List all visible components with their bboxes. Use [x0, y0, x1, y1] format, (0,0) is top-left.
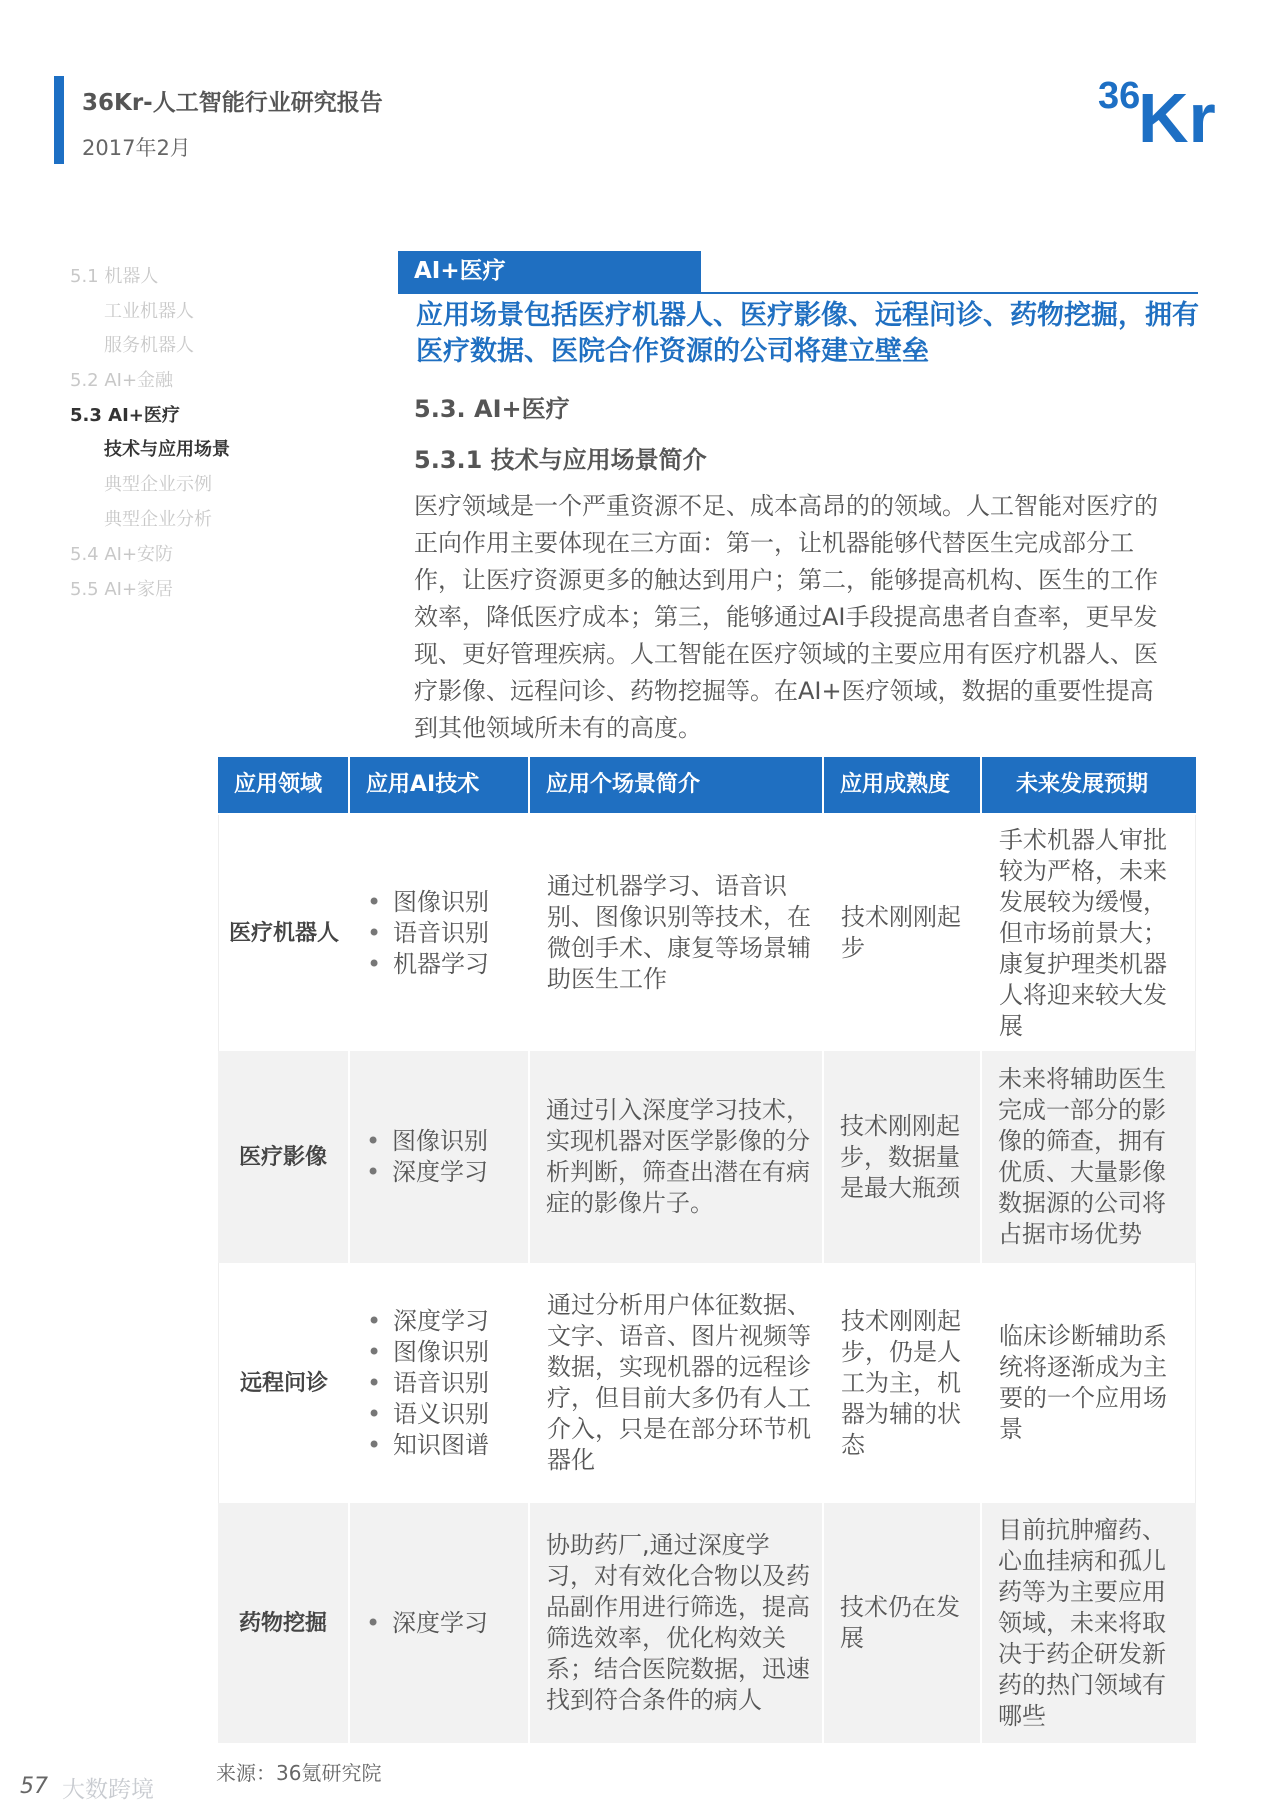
page-number: 57 — [20, 1774, 48, 1799]
cell-tech — [350, 1503, 528, 1743]
section-title: 5.3. AI+医疗 — [414, 395, 570, 423]
header-area: 应用领域 — [218, 757, 348, 813]
tech-item: • 深度学习 — [393, 1306, 489, 1337]
cell-area: 医疗影像 — [238, 1144, 327, 1170]
table-row — [218, 1051, 1196, 1263]
cell-maturity: 技术刚刚起步 — [841, 903, 961, 962]
sidebar-item-ai-security[interactable]: 5.4 AI+安防 — [70, 544, 174, 565]
sidebar-item-company-analysis[interactable]: 典型企业分析 — [104, 509, 212, 530]
cell-tech — [350, 1051, 528, 1263]
cell-area: 远程问诊 — [239, 1370, 328, 1396]
svg-text:36: 36 — [1098, 75, 1141, 117]
cell-maturity: 技术刚刚起步，数据量是最大瓶颈 — [840, 1111, 960, 1202]
cell-scene: 通过引入深度学习技术，实现机器对医学影像的分析判断，筛查出潜在有病症的影像片子。 — [546, 1096, 810, 1217]
tech-item: • 深度学习 — [392, 1157, 488, 1188]
header-accent-bar — [54, 76, 64, 164]
table-row — [218, 1503, 1196, 1743]
cell-outlook: 目前抗肿瘤药、心血挂病和孤儿药等为主要应用领域，未来将取决于药企研发新药的热门领域有哪些 — [998, 1515, 1166, 1730]
report-date: 2017年2月 — [82, 136, 191, 160]
header-scene: 应用个场景简介 — [530, 757, 822, 813]
section-divider — [398, 292, 1198, 294]
watermark — [34, 1771, 154, 1804]
table-row — [218, 1263, 1196, 1503]
intro-paragraph: 医疗领域是一个严重资源不足、成本高昂的的领域。人工智能对医疗的正向作用主要体现在三方面：第一，让机器能够代替医生完成部分工作，让医疗资源更多的触达到用户；第二，能够提高机构、医生的工作效率，降低医疗成本；第三，能够通过AI手段提高患者自查率，更早发现、更好管理疾病。人工智能在医疗领域的主要应用有医疗机器人、医疗影像、远程问诊、药物挖掘等。在AI+医疗领域，数据的重要性提高到其他领域所未有的高度。 — [414, 492, 1158, 742]
cell-outlook: 临床诊断辅助系统将逐渐成为主要的一个应用场景 — [999, 1322, 1167, 1443]
tech-item: • 图像识别 — [393, 1337, 489, 1368]
tech-item: • 语音识别 — [393, 918, 489, 949]
sidebar-item-tech-scenarios[interactable]: 技术与应用场景 — [104, 439, 230, 460]
cell-area: 药物挖掘 — [238, 1610, 327, 1636]
sidebar-item-robot[interactable]: 5.1 机器人 — [70, 266, 159, 287]
cell-scene: 协助药厂,通过深度学习，对有效化合物以及药品副作用进行筛选，提高筛选效率，优化构效关系；结合医院数据，迅速找到符合条件的病人 — [546, 1531, 810, 1714]
svg-text:Kr: Kr — [1138, 79, 1216, 150]
36kr-logo — [1098, 70, 1233, 150]
cell-scene: 通过机器学习、语音识别、图像识别等技术，在微创手术、康复等场景辅助医生工作 — [547, 872, 811, 993]
sidebar-item-industrial-robot[interactable]: 工业机器人 — [104, 301, 194, 322]
cell-scene: 通过分析用户体征数据、文字、语音、图片视频等数据，实现机器的远程诊疗，但目前大多仍有人工介入，只是在部分环节机器化 — [547, 1291, 811, 1474]
section-tag: AI+医疗 — [398, 251, 701, 292]
table-row — [218, 815, 1196, 1051]
tech-item: • 图像识别 — [393, 887, 489, 918]
subsection-title: 5.3.1 技术与应用场景简介 — [414, 446, 707, 474]
sidebar-item-company-examples[interactable]: 典型企业示例 — [104, 474, 212, 495]
report-title: 36Kr-人工智能行业研究报告 — [82, 90, 383, 116]
sidebar-item-ai-medical[interactable]: 5.3 AI+医疗 — [70, 405, 180, 426]
header-tech: 应用AI技术 — [350, 757, 528, 813]
cell-maturity: 技术仍在发展 — [840, 1593, 960, 1652]
tech-item: • 图像识别 — [392, 1126, 488, 1157]
tech-item: • 语音识别 — [393, 1368, 489, 1399]
sidebar-item-service-robot[interactable]: 服务机器人 — [104, 335, 194, 356]
tech-item: • 深度学习 — [392, 1608, 488, 1639]
cell-tech — [351, 815, 529, 1051]
tech-item: • 语义识别 — [393, 1399, 489, 1430]
cell-maturity: 技术刚刚起步，仍是人工为主，机器为辅的状态 — [841, 1306, 961, 1459]
cell-area: 医疗机器人 — [228, 920, 339, 946]
source-note: 来源：36氪研究院 — [216, 1761, 382, 1785]
tech-item: • 机器学习 — [393, 949, 489, 980]
header-maturity: 应用成熟度 — [824, 757, 980, 813]
cell-outlook: 手术机器人审批较为严格，未来发展较为缓慢，但市场前景大；康复护理类机器人将迎来较大发展 — [999, 825, 1167, 1040]
sidebar-item-ai-home[interactable]: 5.5 AI+家居 — [70, 579, 174, 600]
cell-outlook: 未来将辅助医生完成一部分的影像的筛查，拥有优质、大量影像数据源的公司将占据市场优势 — [998, 1065, 1166, 1248]
watermark-text: 大数跨境 — [62, 1777, 154, 1803]
cell-tech — [351, 1263, 529, 1503]
headline: 应用场景包括医疗机器人、医疗影像、远程问诊、药物挖掘，拥有医疗数据、医院合作资源的公司将建立壁垒 — [416, 300, 1199, 367]
header-outlook: 未来发展预期 — [982, 757, 1196, 813]
tech-item: • 知识图谱 — [393, 1430, 489, 1461]
sidebar-item-ai-finance[interactable]: 5.2 AI+金融 — [70, 370, 174, 391]
